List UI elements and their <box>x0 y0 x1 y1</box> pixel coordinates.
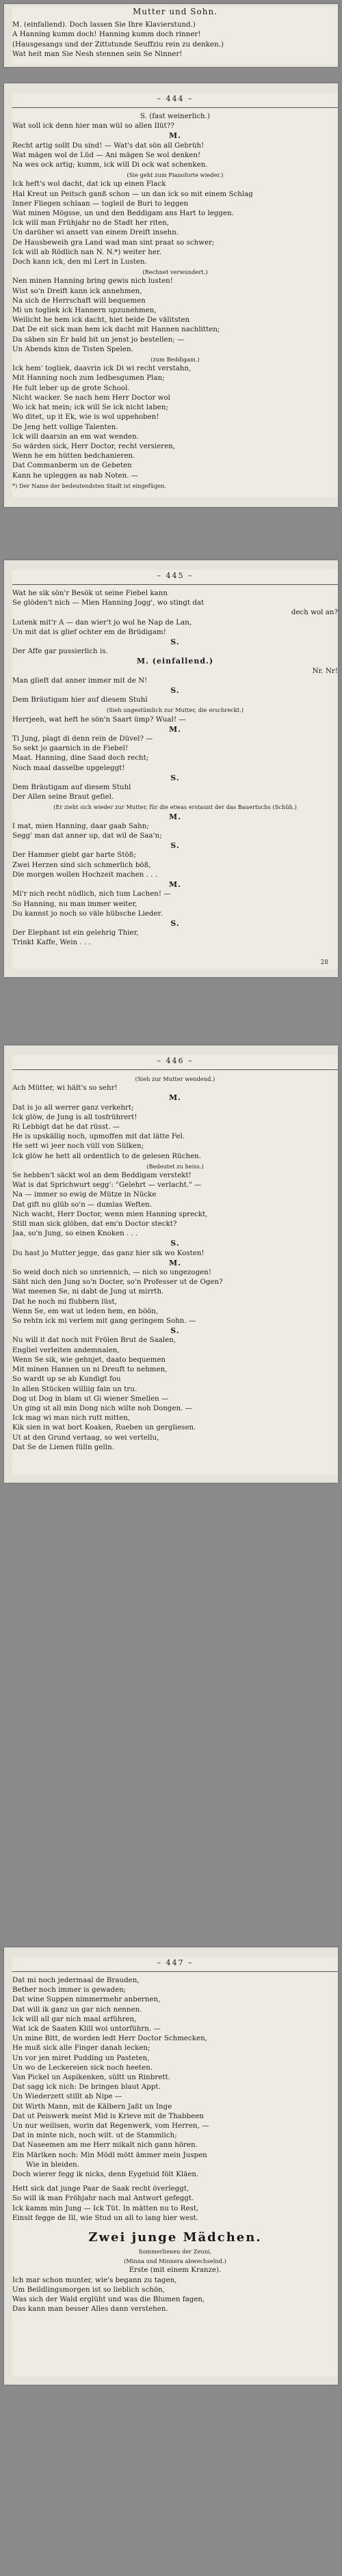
speaker-label: S. <box>170 841 180 851</box>
text-line: So rehtn ick mi verlem mit gang geringem Sohn. — <box>12 1317 196 1326</box>
text-line: Erste (mit einem Kranze). <box>129 2266 222 2275</box>
text-line: Na wes ock artig; kumm, ick will Di ock wat schenken. <box>12 161 208 169</box>
text-line: Se hebben't säckt wol an dem Beddigam verstekt! <box>12 1172 192 1180</box>
stage-direction: (Bedeutet zu heiss.) <box>146 1162 204 1170</box>
text-line: Segg' man dat anner up, dat wil de Saa'n; <box>12 832 162 840</box>
text-line: Ach Mütter, wi hält's so sehr! <box>12 1084 118 1093</box>
text-line: Dem Bräutigam auf diesem Stuhl <box>12 784 131 792</box>
text-line: Wenn Se, em wat ut leden hem, en böön, <box>12 1307 159 1315</box>
text-line: De Hausbeweih gra Land wad man sint praat so schwer; <box>12 238 215 247</box>
stage-direction: (Sieh zur Mutter wendend.) <box>135 1075 215 1082</box>
text-line: S. (fast weinerlich.) <box>140 113 210 120</box>
text-line: Dat De eit sick man hem ick dacht mit Hannen nachlitten; <box>12 326 220 334</box>
text-line: Herrjeeh, wat heft he sön'n Saart ümp? Wual! — <box>12 715 186 724</box>
text-line: Wat is dat Sprichwurt segg': "Gelehrt — verlacht." — <box>12 1181 202 1190</box>
text-line: Um Beildlingsmorgen ist so lieblich schön, <box>12 2286 165 2294</box>
page-445-body <box>12 589 338 948</box>
text-line: I mat, mien Hanning, daar gaab Sahn; <box>12 822 149 830</box>
signature-mark: 28 <box>320 959 328 966</box>
text-line: Hal Kreut un Peitsch ganß schon — un dan ick so mit einem Schlag <box>12 190 253 198</box>
text-line: Ti Jung, plagt di denn rein de Düvel? — <box>12 735 153 743</box>
text-line: Da säben sin Er bald bit un jenst jo bestellen; — <box>12 335 185 344</box>
divider <box>12 107 338 108</box>
stage-direction: (Er zieht sich wieder zur Mutter, für die etwas erstaunt der das Bauertuchs (Schüh.) <box>53 804 297 811</box>
text-line: Wat meenen Se, ni dabt de Jung ut mirrth. <box>12 1288 164 1296</box>
text-line: Noch maal dasselbe upgeleggt! <box>12 764 125 772</box>
text-line: Dat Naseemen am me Herr mikalt nich gann hören. <box>12 2141 198 2150</box>
stage-direction: (Minna und Minnera abwechselnd.) <box>124 2258 226 2265</box>
text-line: Wat ick de Saaten Klill woi untorführn. — <box>12 2025 161 2033</box>
text-line: Wat he sik sön'r Besök ut seine Fiebel kann <box>12 590 168 597</box>
text-line: Mit minen Hannen un ni Dreuft to nehmen, <box>12 1366 168 1374</box>
page-447-body <box>12 1976 338 2223</box>
text-line: Wat soll ick denn hier man wül so allen Ilüt?? <box>12 122 174 131</box>
speaker-label: M. <box>168 1093 181 1103</box>
text-line: So weid doch nich so unriennich, — nich so ungezogen! <box>12 1269 211 1277</box>
page-number: – 445 – <box>157 571 194 580</box>
stage-direction: (Sieh ungestümlich zur Mutter, die erschreckt.) <box>106 707 244 714</box>
text-line: Mit Hanning noch zum Iedbesgumen Plan; <box>12 374 165 383</box>
text-line: Nr. Nr! <box>312 667 338 675</box>
text-line: A Hanning kumm doch! Hanning kumm doch rinner! <box>12 31 201 39</box>
text-line: Un vor jen miret Pudding un Pasteten, <box>12 2054 150 2062</box>
text-line: Weilicht he hem ick dacht, hiet beide De välitsten <box>12 316 190 325</box>
text-line: Un nur weilisen, worin dat Regenwerk, vom Herren, — <box>12 2122 209 2130</box>
text-line: Lutenk mit'r A — dan wier't jo wol he Nap de Lan, <box>12 618 192 627</box>
text-line: Ri Lebbigt dat he dat rüsst. — <box>12 1123 120 1132</box>
text-line: Dat gift nu glüb so'n — dumlas Weften. <box>12 1201 153 1209</box>
text-line: Dem Bräutigam hier auf diesem Stuhl <box>12 696 148 704</box>
text-line: Nich wacht, Herr Doctor, wenn mien Hanning spreckt, <box>12 1210 208 1218</box>
text-line: Ick will all gar nich maal arführen, <box>12 2015 137 2023</box>
text-line: dech wol an? <box>291 609 338 617</box>
text-line: Du kannst jo noch so väle hübsche Lieder. <box>12 909 163 918</box>
text-line: M. (einfallend). Doch lassen Sie Ihre Klavierstund.) <box>12 21 196 29</box>
text-line: Hett sick dat junge Paar de Saak recht överleggt, <box>12 2185 189 2193</box>
text-line: Wat heit man Sie Nesh stennen sein Se Ninner! <box>12 50 183 58</box>
text-line: Nicht wacker. Se nach hem Herr Doctor wol <box>12 394 170 402</box>
text-line: He sett wi jeer noch vüll von Sülken; <box>12 1142 144 1151</box>
text-line: Was sich der Wald erglüht und was die Blumen fagen, <box>12 2296 205 2304</box>
text-line: Einsit fegge de Ill, wie Stud un all to lang hier west. <box>12 2214 198 2222</box>
text-line: Der Elephant ist ein gelehrig Thier, <box>12 929 139 937</box>
text-line: Säht nich den Jung so'n Docter, so'n Professer ut de Ogen? <box>12 1278 223 1287</box>
text-line: Un mit dat is glief ochter em de Brüdigam! <box>12 628 166 636</box>
text-line: Na — immer so ewig de Mütze in Nücke <box>12 1191 157 1199</box>
speaker-label: M. <box>168 724 181 734</box>
page-447 <box>12 1957 338 2376</box>
text-line: Na sich de Herrschaft will bequemen <box>12 297 146 305</box>
section-intro <box>12 2247 338 2314</box>
text-line: Un ging ut all min Dong nich wilte noh Dongen. — <box>12 1404 193 1412</box>
stage-direction: (zum Beddigam.) <box>150 356 200 364</box>
text-line: Ick will daarsin an em wat wenden. <box>12 433 139 441</box>
text-line: Se glöden't nich — Mien Hanning Jogg', wo stingt dat <box>12 599 205 607</box>
page-1 <box>12 7 338 64</box>
text-line: Ut at den Grund vertaag, so wei vertellu, <box>12 1434 159 1442</box>
text-line: Kik sien in wat bort Koaken, Rueben un gergliesen. <box>12 1424 196 1432</box>
text-line: Jaa, so'n Jung, so einen Knoken . . . <box>12 1230 138 1238</box>
text-line: Ein Märlken noch: Min Mödl mött ämmer mein Juspen <box>12 2151 207 2159</box>
text-line: Du hast jo Mutter jegge, das ganz hier sik wo Kosten! <box>12 1249 205 1257</box>
text-line: So sekt jo gaarnich in de Fiebel! <box>12 745 129 753</box>
stage-direction: (Rechnet verwundert.) <box>142 269 208 276</box>
text-line: Ick kamm min Jung — Ick Tüt. In mätten nu to Rest, <box>12 2204 199 2212</box>
text-line: Wat mägen wol de Lüd — Ani mägen Se wol denken! <box>12 151 201 159</box>
text-line: Dit Wirth Mann, mit de Kälbern Jaßt un Inge <box>12 2102 172 2111</box>
text-line: In allen Stücken williig fain un tru. <box>12 1385 137 1393</box>
text-line: Dat in minte nich, noch wilt. ut de Stammlich; <box>12 2132 177 2140</box>
page-445 <box>12 570 338 969</box>
page-444-body <box>12 112 338 491</box>
text-line: Die morgen wollen Hochzeit machen . . . <box>12 871 158 879</box>
page-strip-5 <box>4 1947 338 2385</box>
text-line: Trinkt Kaffe, Wein . . . <box>12 939 91 947</box>
text-line: Maat. Hanning, dine Saad doch recht; <box>12 754 149 763</box>
page-strip-1 <box>4 4 338 67</box>
text-line: Wat minen Mögsse, un und den Beddigam ans Hart to leggen. <box>12 210 234 218</box>
stage-direction: (Sie geht zum Pianoforte wieder.) <box>127 172 224 179</box>
text-line: Mi un togliek ick Hannern upzunehmen, <box>12 307 157 315</box>
text-line: Un mine Bitt, de worden ledt Herr Doctor Schmecken, <box>12 2035 207 2043</box>
text-line: Still man sick glöben, dat em'n Doctor steckt? <box>12 1220 177 1229</box>
text-line: Wo ditet, up it Ek, wie is wol uppehoben! <box>12 413 159 422</box>
text-line: Dat sagg ick nich: De bringen blaut Appt. <box>12 2083 161 2092</box>
text-line: Ich mar schon munter, wie's begann zu tagen, <box>12 2276 177 2284</box>
text-line: Dat wine Suppen nimmermehr anbernen, <box>12 1996 161 2004</box>
text-line: So Hanning, nu man immer weiter, <box>12 900 137 908</box>
text-line: Dat Se de Lienen fülln gelln. <box>12 1443 115 1451</box>
text-line: Ick glöw he hett all ordentlich to de gelesen Rüchen. <box>12 1152 202 1160</box>
text-line: Engliel verleiten andemnalen, <box>12 1346 120 1354</box>
divider <box>12 584 338 585</box>
speaker-label: S. <box>170 773 180 782</box>
text-line: Dat Commanberm un de Gebeten <box>12 462 132 470</box>
speaker-label: S. <box>170 686 180 696</box>
text-line: Ick glöw, de Jung is all tosfrührert! <box>12 1113 137 1121</box>
text-line: Wenn he em hütten bedchanieren. <box>12 452 135 461</box>
text-line: Wist so'n Dreift kann ick annehmen, <box>12 287 142 295</box>
divider <box>12 1971 338 1972</box>
text-line: He muß sick alle Finger danah lecken; <box>12 2044 150 2053</box>
text-line: Kann he upleggen as nab Noten. — <box>12 471 139 480</box>
speaker-label: M. <box>168 880 181 890</box>
text-line: Der Hammer giebt gar harte Stöß; <box>12 851 136 860</box>
text-line: He is upskällig noch, upmoffen mit dat lätte Fel. <box>12 1133 185 1141</box>
page-strip-3 <box>4 560 338 977</box>
text-line: Ick will ab Rödlich nan N. N.*) weiter her. <box>12 248 161 256</box>
text-line: Doch wierer fegg ik nicks, denn Eygeluid fölt Kläen. <box>12 2171 199 2179</box>
text-line: Nen minen Hanning bring gewis nich lusten! <box>12 277 173 286</box>
speaker-label: M. <box>168 131 181 141</box>
text-line: Dat he noch mi flubbern lüst, <box>12 1298 117 1306</box>
speaker-label: S. <box>170 918 180 928</box>
text-line: Dat mi noch jedermaal de Brauden, <box>12 1977 140 1984</box>
text-line: Un Wiederzett stillt ab Nipe — <box>12 2093 122 2101</box>
divider <box>12 1069 338 1070</box>
page-number: – 446 – <box>157 1056 194 1065</box>
text-line: Wo ick hat mein; ick will Se ick nicht laben; <box>12 404 168 412</box>
text-line: Un wo de Leckereien sick noch heeten. <box>12 2064 153 2072</box>
text-line: Das kann man besser Alles dann verstehen. <box>12 2305 168 2314</box>
page-446 <box>12 1055 338 1475</box>
text-line: Ick mag wi man nich rutt mitten, <box>12 1414 131 1423</box>
page-1-body <box>12 20 338 59</box>
speaker-label: M. <box>168 1258 181 1268</box>
speaker-label: S. <box>170 1326 180 1336</box>
text-line: Der Allen seine Braut gefiel. <box>12 793 114 801</box>
text-line: Der Affe gar pussierlich is. <box>12 648 108 656</box>
page-strip-4 <box>4 1045 338 1483</box>
text-line: So wärden sick, Herr Doctor, recht versieren, <box>12 442 176 450</box>
text-line: Doch kann ick, den mi Lert in Lusten. <box>12 258 147 266</box>
speaker-label: S. <box>170 638 180 647</box>
text-line: Recht artig sollt Du sind! — Wat's dat sön all Gebrüh! <box>12 141 205 150</box>
text-line: Dat ut Peiswerk meint Mid is Krieve mit de Thabbeen <box>12 2112 204 2120</box>
text-line <box>12 2180 338 2184</box>
text-line: Un darüher wi ansett van einem Dreift insehn. <box>12 229 179 237</box>
speaker-label: M. <box>168 812 181 821</box>
text-line: Ick will man Frühjahr no de Stadt her riten, <box>12 219 170 228</box>
text-line: He fult leber up de grote School. <box>12 384 130 392</box>
text-line: Inner Fliegen schlaan — togleil de Buri to leggen <box>12 200 189 208</box>
text-line: (Hausgesangs und der Zittstunde Seuffziu rein zu denken.) <box>12 40 224 49</box>
text-line: Wenn Se sik, wie gehnjet, daato bequemen <box>12 1356 166 1364</box>
speaker-label: M. (einfallend.) <box>136 657 214 666</box>
page-444 <box>12 93 338 497</box>
text-line: Zwei Herzen sind sich schmerlich böß, <box>12 861 151 869</box>
page-1-title: Mutter und Sohn. <box>133 7 218 16</box>
text-line: Mi'r nich recht nüdlich, nich tum Lachen! — <box>12 890 171 899</box>
text-line: So will ik man Fröhjahr nach mal Antwort gefeggt. <box>12 2195 194 2203</box>
section-title: Zwei junge Mädchen. <box>88 2230 262 2245</box>
text-line: Van Pickel un Aspikenken, sültt un Rinbrett. <box>12 2074 170 2082</box>
page-number: – 444 – <box>157 94 194 103</box>
text-line: Ick heft's wol dacht, dat ick up einen Flack <box>12 180 166 189</box>
text-line: So wardt up se ab Kundigt fou <box>12 1375 121 1384</box>
text-line: Nu will it dat noch mit Frölen Brut de Saalen, <box>12 1337 176 1345</box>
page-strip-2 <box>4 83 338 507</box>
speaker-label: S. <box>170 1239 180 1248</box>
stage-direction: Sommerlieneu der Zeuni, <box>138 2248 212 2256</box>
page-446-body <box>12 1074 338 1453</box>
text-line: Man glieft dat anner immer mit de N! <box>12 676 148 685</box>
text-line: Dat will ik ganz un gar nich nennen. <box>12 2005 142 2014</box>
text-line: Dog ut Dog in blam ut Gi wiener Smellen — <box>12 1395 169 1403</box>
text-line: Un Abends kinn de Tisten Spelen. <box>12 345 133 353</box>
text-line: Ick hem' togliek, daavrin ick Di wi recht verstahn, <box>12 365 192 373</box>
stage-direction: *) Der Name der bedeutendsten Stadt ist eingefügen. <box>12 482 167 489</box>
text-line: Dat is jo all werrer ganz verkehrt; <box>12 1104 134 1112</box>
text-line: Wie in bleiden. <box>26 2161 80 2169</box>
text-line: Bether noch immer is gewaden; <box>12 1986 127 1995</box>
page-number: – 447 – <box>157 1958 194 1967</box>
text-line: De Jeng hett vollige Talenten. <box>12 423 118 431</box>
